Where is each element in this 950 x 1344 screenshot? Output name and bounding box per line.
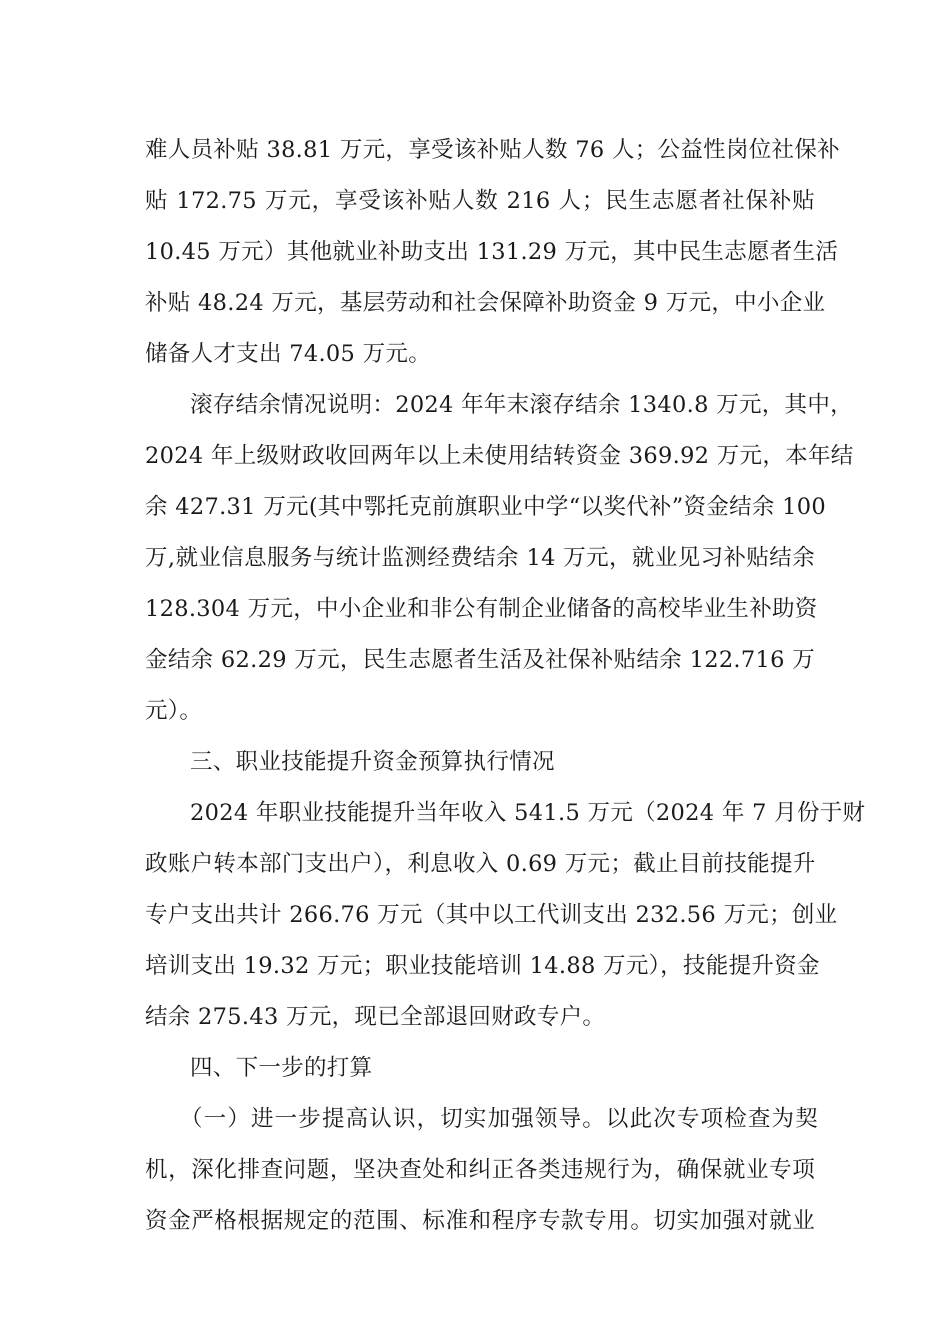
text-line: 资金严格根据规定的范围、标准和程序专款专用。切实加强对就业 [145,1208,815,1234]
paragraph-first-line: （一）进一步提高认识，切实加强领导。以此次专项检查为契 [180,1106,818,1132]
text-line: 金结余 62.29 万元，民生志愿者生活及社保补贴结余 122.716 万 [145,647,815,673]
paragraph-first-line: 2024 年职业技能提升当年收入 541.5 万元（2024 年 7 月份于财 [190,800,866,826]
text-line: 万,就业信息服务与统计监测经费结余 14 万元，就业见习补贴结余 [145,545,815,571]
text-line: 128.304 万元，中小企业和非公有制企业储备的高校毕业生补助资 [145,596,818,622]
text-line: 贴 172.75 万元，享受该补贴人数 216 人；民生志愿者社保补贴 [145,188,815,214]
text-line: 2024 年上级财政收回两年以上未使用结转资金 369.92 万元，本年结 [145,443,854,469]
text-line: 补贴 48.24 万元，基层劳动和社会保障补助资金 9 万元，中小企业 [145,290,826,316]
text-line: 10.45 万元）其他就业补助支出 131.29 万元，其中民生志愿者生活 [145,239,839,265]
text-line: 难人员补贴 38.81 万元，享受该补贴人数 76 人；公益性岗位社保补 [145,137,840,163]
paragraph-first-line: 滚存结余情况说明：2024 年年末滚存结余 1340.8 万元，其中， [190,392,853,418]
text-line: 余 427.31 万元(其中鄂托克前旗职业中学“以奖代补”资金结余 100 [145,494,827,520]
text-line: 机，深化排查问题，坚决查处和纠正各类违规行为，确保就业专项 [145,1157,815,1183]
text-line: 储备人才支出 74.05 万元。 [145,341,432,367]
section-heading: 四、下一步的打算 [190,1055,373,1081]
text-line: 元）。 [145,698,203,724]
text-line: 结余 275.43 万元，现已全部退回财政专户。 [145,1004,606,1030]
text-line: 专户支出共计 266.76 万元（其中以工代训支出 232.56 万元；创业 [145,902,838,928]
text-line: 政账户转本部门支出户），利息收入 0.69 万元；截止目前技能提升 [145,851,816,877]
text-line: 培训支出 19.32 万元；职业技能培训 14.88 万元），技能提升资金 [145,953,820,979]
section-heading: 三、职业技能提升资金预算执行情况 [190,749,555,775]
